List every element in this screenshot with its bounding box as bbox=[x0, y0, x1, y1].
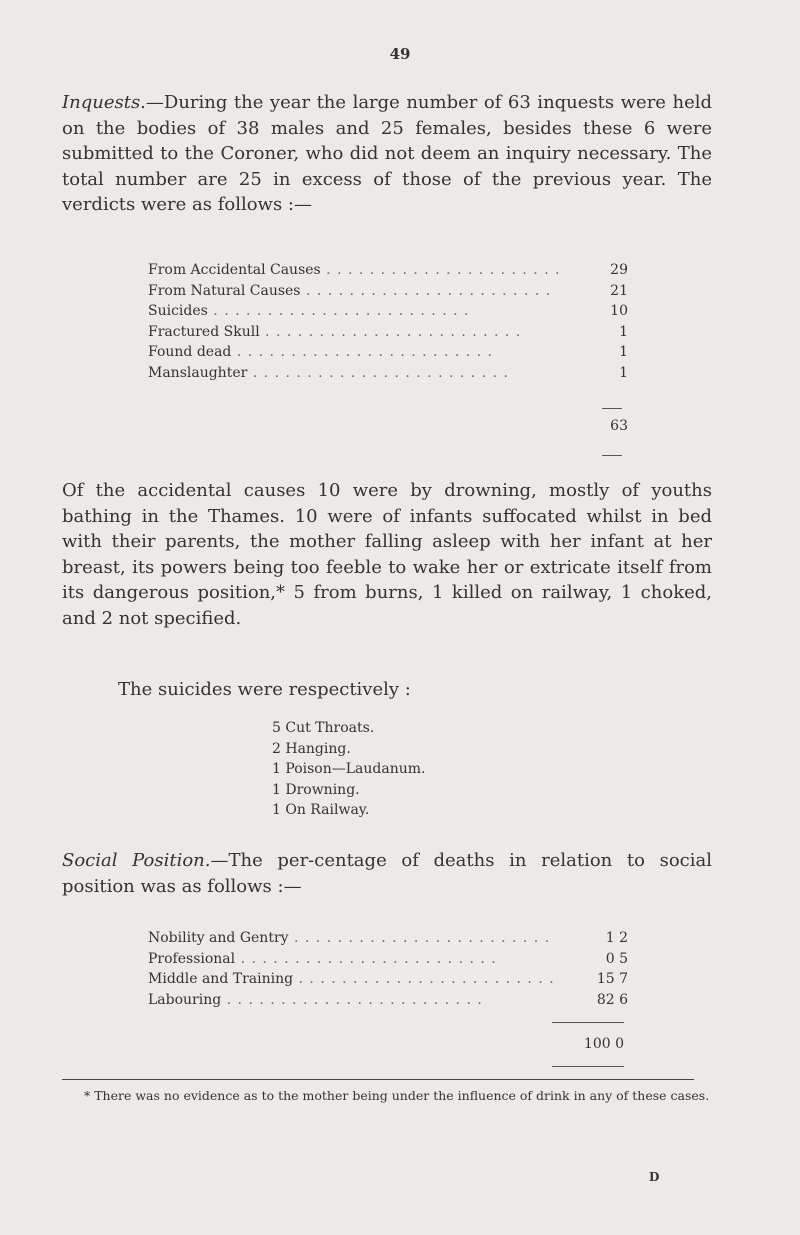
verdict-label: From Accidental Causes . . . bbox=[148, 260, 558, 281]
list-item: 1 Poison—Laudanum. bbox=[272, 761, 426, 777]
verdict-value: 21 bbox=[610, 282, 628, 299]
social-label: Professional . . . bbox=[148, 949, 558, 970]
verdict-label: From Natural Causes . . . bbox=[148, 281, 558, 302]
table-row bbox=[148, 301, 628, 322]
table-row bbox=[148, 281, 628, 302]
suicides-intro: The suicides were respectively : bbox=[118, 679, 411, 700]
sum-rule-bottom bbox=[602, 455, 622, 456]
verdict-value: 1 bbox=[619, 364, 628, 381]
list-item: 2 Hanging. bbox=[272, 740, 351, 757]
verdict-label: Manslaughter . . . bbox=[148, 363, 558, 384]
table-row bbox=[148, 342, 628, 363]
list-item: 5 Cut Throats. bbox=[272, 720, 375, 736]
social-label: Middle and Training . . . bbox=[148, 969, 558, 990]
verdict-value: 1 bbox=[619, 344, 628, 360]
table-row bbox=[148, 990, 628, 1011]
sum-rule-bottom bbox=[552, 1066, 624, 1067]
inquests-heading: Inquests. bbox=[62, 92, 146, 113]
inquests-paragraph bbox=[62, 90, 712, 218]
table-row bbox=[148, 949, 628, 970]
table-row bbox=[148, 928, 628, 949]
social-text: —The per-centage of deaths in relation to social position was as follows :— bbox=[62, 850, 712, 897]
verdicts-table bbox=[148, 260, 628, 383]
suicides-list bbox=[272, 718, 425, 821]
accidental-paragraph: Of the accidental causes 10 were by drowning, mostly of youths bathing in the Thames. 10 were of infants suffocated whilst in bed with their parents, the mother falling asleep with her infant at her breast, its powers being too feeble to wake her or extricate itself from its dangerous position,* 5 from burns, 1 killed on railway, 1 choked, and 2 not specified. bbox=[62, 480, 712, 629]
verdict-label: Suicides . . . bbox=[148, 301, 558, 322]
verdict-label: Fractured Skull . . . bbox=[148, 322, 558, 343]
social-total: 100 0 bbox=[583, 1036, 624, 1052]
verdict-label: Found dead . . . bbox=[148, 342, 558, 363]
sum-rule-top bbox=[552, 1022, 624, 1023]
verdict-value: 29 bbox=[610, 262, 628, 278]
social-paragraph bbox=[62, 848, 712, 899]
verdict-value: 1 bbox=[619, 323, 628, 340]
table-row bbox=[148, 322, 628, 343]
table-row bbox=[148, 363, 628, 384]
social-value: 0 5 bbox=[605, 950, 628, 967]
social-value: 82 6 bbox=[596, 991, 628, 1008]
verdict-value: 10 bbox=[610, 303, 628, 319]
social-label: Labouring . . . bbox=[148, 990, 558, 1011]
social-value: 15 7 bbox=[596, 971, 628, 987]
inquests-text: —During the year the large number of 63 inquests were held on the bodies of 38 males and 25 females, besides these 6 were submitted to the Coroner, who did not deem an inquiry necessary. The total number are 25 in excess of those of the previous year. The verdicts were as follows :— bbox=[62, 92, 712, 215]
verdicts-total: 63 bbox=[610, 418, 628, 434]
page-number: 49 bbox=[389, 45, 411, 63]
list-item: 1 Drowning. bbox=[272, 781, 360, 798]
table-row bbox=[148, 260, 628, 281]
sum-rule-top bbox=[602, 408, 622, 409]
table-row bbox=[148, 969, 628, 990]
footnote-divider bbox=[62, 1079, 694, 1080]
footnote: * There was no evidence as to the mother being under the influence of drink in any of these cases. bbox=[84, 1088, 710, 1103]
social-heading: Social Position. bbox=[62, 850, 211, 871]
social-value: 1 2 bbox=[605, 930, 628, 946]
signature-mark: D bbox=[649, 1170, 660, 1184]
social-label: Nobility and Gentry . . . bbox=[148, 928, 558, 949]
social-table bbox=[148, 928, 628, 1010]
list-item: 1 On Railway. bbox=[272, 802, 370, 818]
